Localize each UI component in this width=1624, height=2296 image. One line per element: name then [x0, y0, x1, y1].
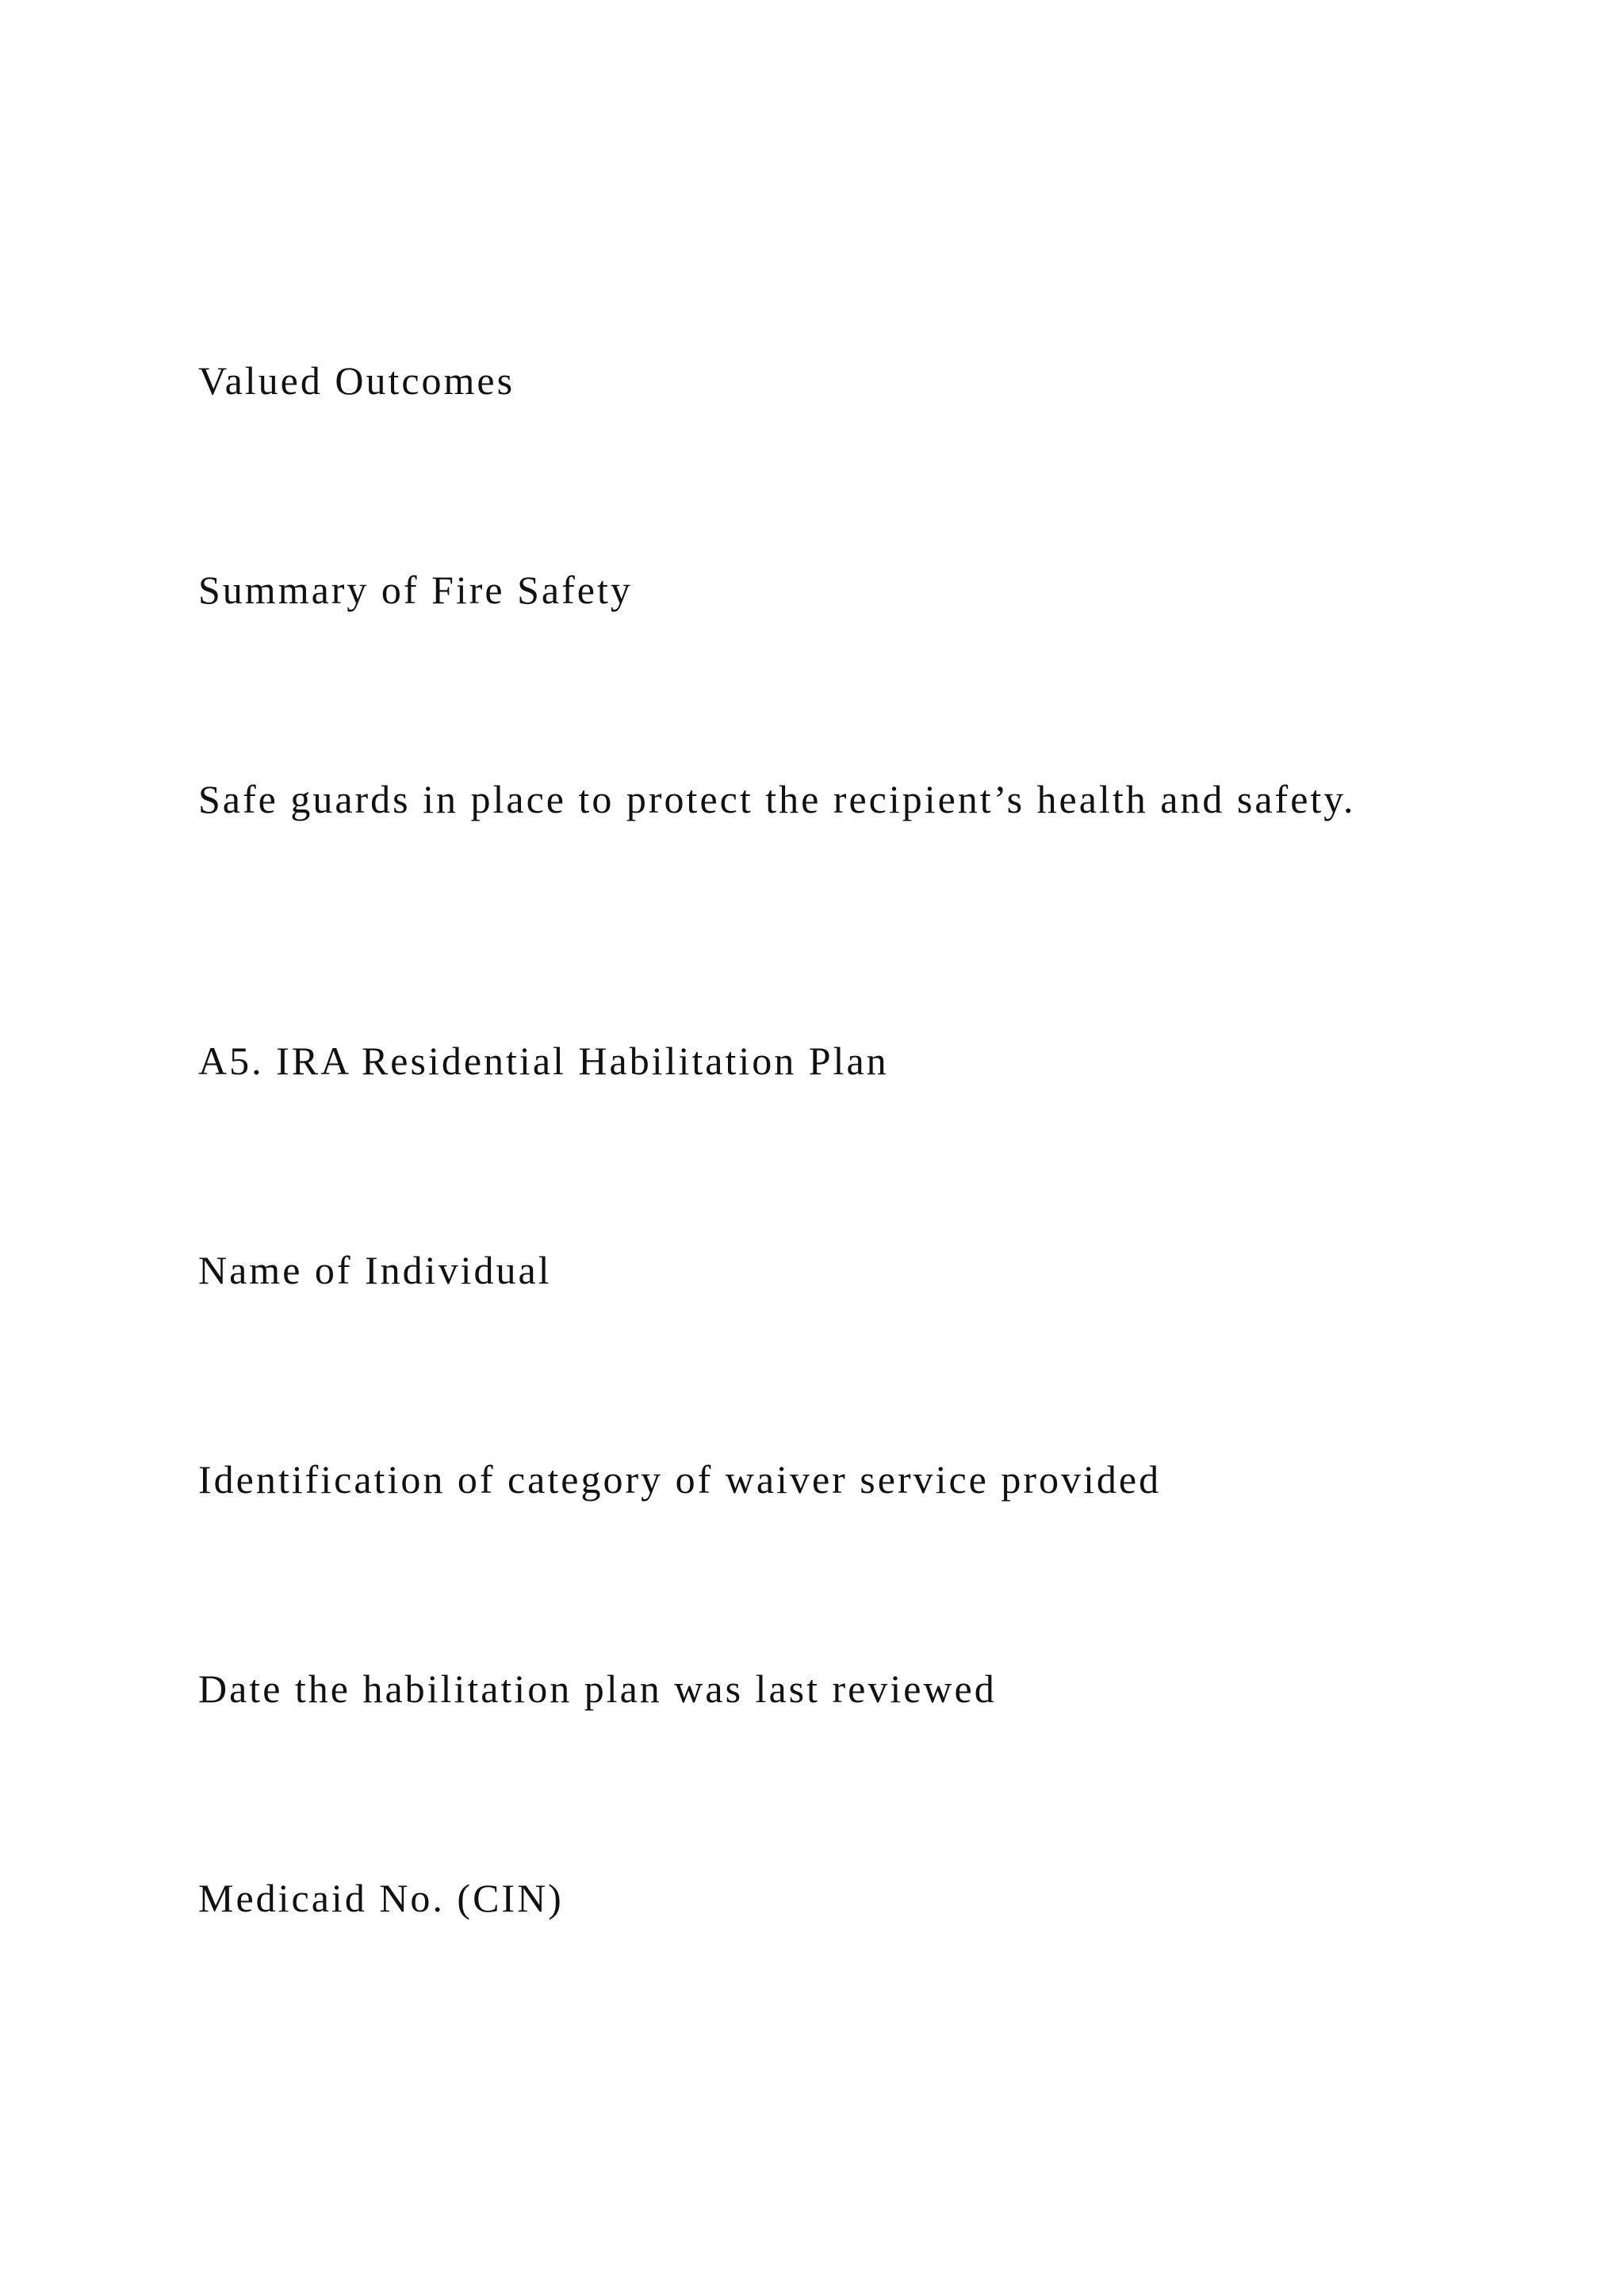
label-medicaid-number: Medicaid No. (CIN) — [198, 1876, 564, 1920]
text-safeguards: Safe guards in place to protect the recipient’s health and safety. — [198, 777, 1356, 821]
heading-valued-outcomes: Valued Outcomes — [198, 358, 515, 403]
label-name-of-individual: Name of Individual — [198, 1248, 552, 1292]
heading-summary-fire-safety: Summary of Fire Safety — [198, 568, 633, 612]
label-plan-last-reviewed-date: Date the habilitation plan was last reviewed — [198, 1667, 997, 1711]
label-waiver-service-category: Identification of category of waiver service provided — [198, 1457, 1162, 1502]
section-title-a5: A5. IRA Residential Habilitation Plan — [198, 1039, 889, 1083]
